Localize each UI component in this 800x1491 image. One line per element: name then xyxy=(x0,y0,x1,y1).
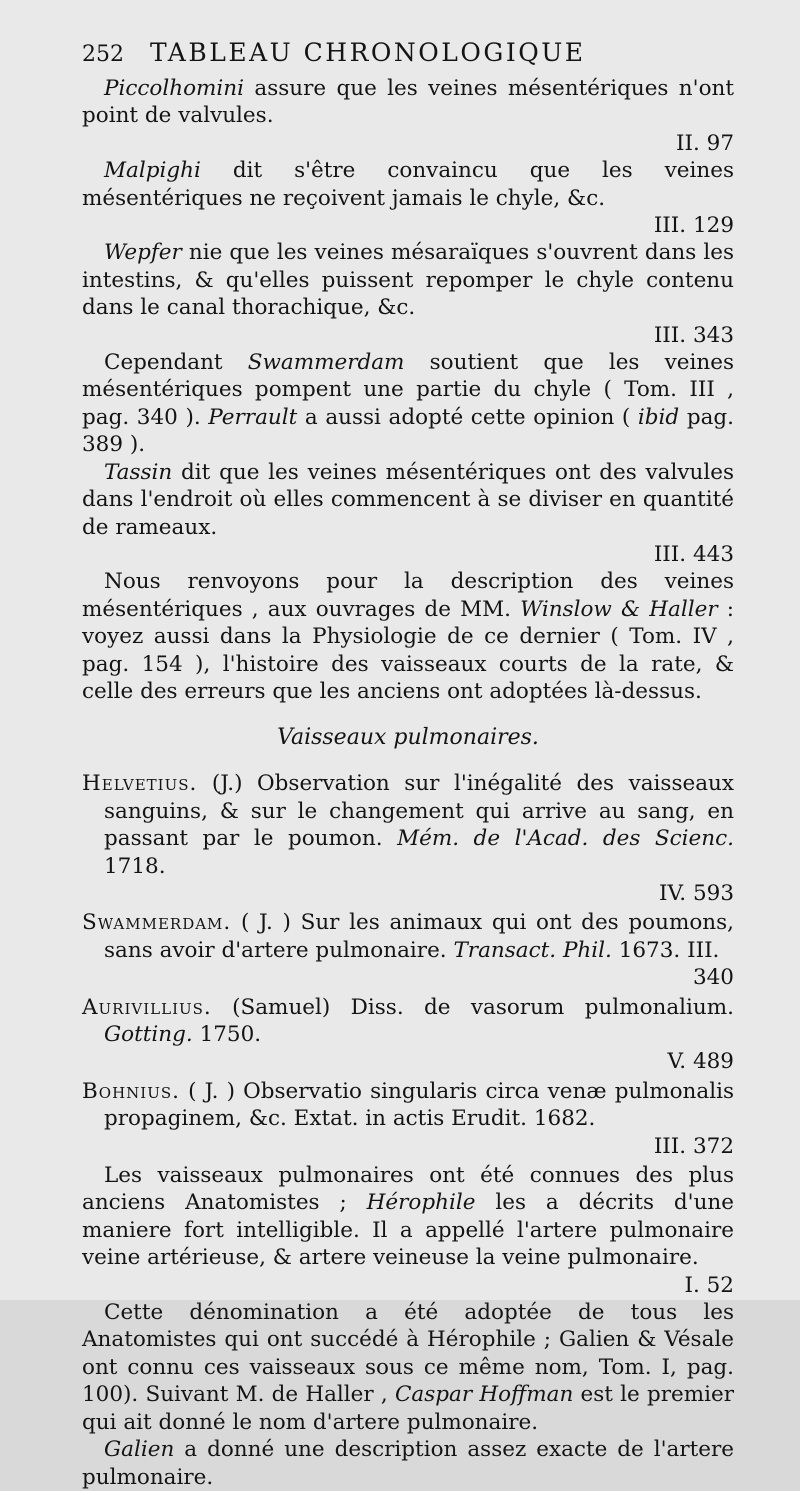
text-run: a aussi adopté cette opinion ( xyxy=(297,404,638,430)
text-block-top xyxy=(82,75,734,705)
citation-reference: 340 xyxy=(692,965,734,991)
italic-name: Tassin xyxy=(104,459,173,485)
bibliography-entry xyxy=(82,770,734,907)
italic-name: Wepfer xyxy=(104,240,182,266)
citation-reference: III. 372 xyxy=(653,1133,734,1159)
entry-author: Aurivillius. xyxy=(82,994,212,1020)
citation-reference: I. 52 xyxy=(684,1272,734,1298)
text-run: ( J. ) Observatio singularis circa venæ pulmonalis propaginem, &c. Extat. in actis Erudit. 1682. xyxy=(104,1078,734,1132)
text-run: nie que les veines mésaraïques s'ouvrent dans les intestins, & qu'elles puissent repomper le chyle contenu dans le canal thorachique, &c. xyxy=(82,240,734,321)
text-run: dit que les veines mésentériques ont des valvules dans l'endroit où elles commencent à se diviser en quantité de rameaux. xyxy=(82,459,734,540)
citation-reference: II. 97 xyxy=(675,130,734,156)
section-title: Vaisseaux pulmonaires. xyxy=(277,725,539,751)
paragraph xyxy=(82,1162,734,1299)
citation-reference: III. 343 xyxy=(653,322,734,348)
citation-reference: III. 443 xyxy=(653,541,734,567)
italic-name: Malpighi xyxy=(104,158,201,184)
citation-reference: III. 129 xyxy=(653,213,734,239)
text-run: Nous renvoyons pour la description des veines mésentériques , aux ouvrages de MM. xyxy=(82,569,734,622)
text-run: 1673. III. xyxy=(611,937,720,963)
text-run: Cette dénomination a été adoptée de tous les Anatomistes qui ont succédé à Hérophile ; Galien & Vésale ont connu ces vaisseaux sous ce même nom, Tom. I, pag. 100). Suivant M. de Haller , xyxy=(82,1300,734,1408)
bibliography-entry xyxy=(82,1078,734,1160)
bibliography-list xyxy=(82,770,734,1160)
running-title: TABLEAU CHRONOLOGIQUE xyxy=(150,38,586,67)
italic-name: Caspar Hoffman xyxy=(394,1382,574,1408)
italic-name: ibid xyxy=(637,404,680,430)
paragraph xyxy=(82,157,734,239)
entry-author: Swammerdam. xyxy=(82,910,232,936)
text-run: dit s'être convaincu que les veines mésentériques ne reçoivent jamais le chyle, &c. xyxy=(82,158,734,211)
text-run: (J.) Observation sur l'inégalité des vaisseaux sanguins, & sur le changement qui arrive au sang, en passant par le poumon. xyxy=(104,771,734,852)
text-run: (Samuel) Diss. de vasorum pulmonalium. xyxy=(211,994,734,1020)
bibliography-entry xyxy=(82,909,734,991)
text-run: assure que les veines mésentériques n'ont point de valvules. xyxy=(82,76,734,129)
entry-author: Bohnius. xyxy=(82,1078,180,1104)
paragraph xyxy=(82,239,734,349)
italic-name: Mém. de l'Acad. des Scienc. xyxy=(397,826,734,852)
text-run: a donné une description assez exacte de l'artere pulmonaire. xyxy=(82,1437,734,1490)
text-run: les a décrits d'une maniere fort intelligible. Il a appellé l'artere pulmonaire veine artérieuse, & artere veineuse la veine pulmonaire. xyxy=(82,1190,735,1271)
paragraph xyxy=(82,349,734,459)
text-run: est le premier qui ait donné le nom d'artere pulmonaire. xyxy=(82,1382,734,1435)
page-header xyxy=(82,38,734,67)
text-run: 1718. xyxy=(104,853,166,879)
paragraph xyxy=(82,1299,734,1436)
citation-reference: V. 489 xyxy=(667,1049,734,1075)
page-number: 252 xyxy=(82,42,124,67)
text-run: Cependant xyxy=(104,350,248,376)
text-run: pag. 389 ). xyxy=(82,404,734,458)
italic-name: Swammerdam xyxy=(247,350,405,376)
italic-name: Gotting. xyxy=(104,1022,193,1047)
entry-author: Helvetius. xyxy=(82,771,198,797)
text-run: Les vaisseaux pulmonaires ont été connues des plus anciens Anatomistes ; xyxy=(82,1163,734,1216)
citation-reference: IV. 593 xyxy=(659,880,734,906)
text-run: : voyez aussi dans la Physiologie de ce dernier ( Tom. IV , pag. 154 ), l'histoire des vaisseaux courts de la rate, & celle des erreurs que les anciens ont adoptées là-dessus. xyxy=(82,596,734,704)
italic-name: Perrault xyxy=(208,404,298,430)
paragraph xyxy=(82,568,734,705)
paragraph xyxy=(82,459,734,569)
text-run: soutient que les veines mésentériques pompent une partie du chyle ( Tom. III , pag. 340 ). xyxy=(82,350,734,430)
paragraph xyxy=(82,1436,734,1491)
paragraph xyxy=(82,75,734,157)
italic-name: Winslow & Haller xyxy=(520,596,718,622)
italic-name: Hérophile xyxy=(366,1190,476,1216)
text-block-bottom xyxy=(82,1162,734,1491)
text-run: 1750. xyxy=(192,1022,262,1047)
bibliography-entry xyxy=(82,994,734,1076)
italic-name: Piccolhomini xyxy=(104,76,245,101)
italic-name: Galien xyxy=(104,1437,175,1463)
text-run: ( J. ) Sur les animaux qui ont des poumons, sans avoir d'artere pulmonaire. xyxy=(104,910,734,963)
italic-name: Transact. Phil. xyxy=(453,937,612,963)
